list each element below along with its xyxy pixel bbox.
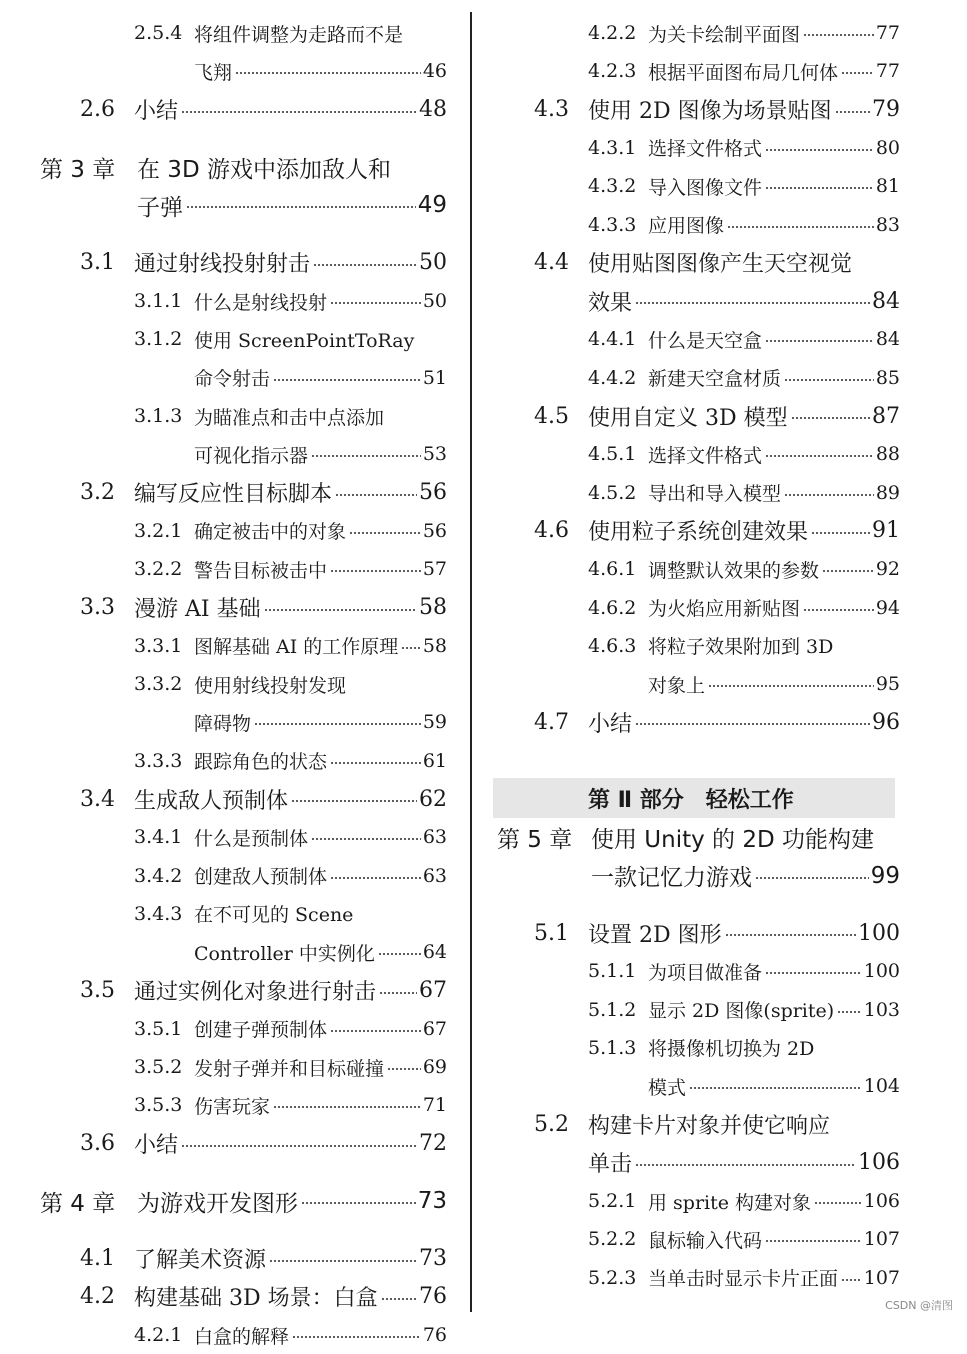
- dot-leader: [387, 1068, 421, 1070]
- entry-title: 鼠标输入代码: [648, 1229, 763, 1252]
- entry-number: 3.3: [80, 595, 115, 620]
- toc-entry: [0, 512, 459, 550]
- column-divider: [470, 12, 472, 1312]
- entry-title: 编写反应性目标脚本: [134, 482, 333, 508]
- dot-leader: [765, 187, 874, 189]
- toc-entry: [480, 512, 912, 550]
- page-number: 107: [863, 1228, 900, 1251]
- entry-title: 为游戏开发图形: [137, 1190, 298, 1217]
- page-number: 100: [863, 960, 900, 983]
- entry-title: 什么是预制体: [194, 827, 309, 850]
- dot-leader: [311, 455, 421, 457]
- dot-leader: [635, 1164, 856, 1166]
- toc-entry: [480, 627, 912, 704]
- entry-title: 将摄像机切换为 2D: [648, 1038, 815, 1061]
- page-number: 67: [422, 1017, 447, 1040]
- dot-leader: [635, 723, 870, 725]
- toc-entry: [480, 359, 912, 397]
- entry-number: 3.3.1: [134, 634, 183, 657]
- entry-title: 将组件调整为走路而不是: [194, 23, 404, 46]
- toc-entry: [0, 1125, 459, 1163]
- toc-entry: [0, 1048, 459, 1086]
- toc-entry: [480, 818, 912, 895]
- toc-entry: [480, 91, 912, 129]
- dot-leader: [330, 877, 421, 879]
- toc-entry: [480, 167, 912, 205]
- page-number: 84: [872, 288, 900, 314]
- page-number: 73: [419, 1246, 447, 1272]
- entry-number: 5.1.2: [588, 998, 637, 1021]
- entry-title: 根据平面图布局几何体: [648, 61, 839, 84]
- entry-title: 生成敌人预制体: [134, 788, 289, 814]
- toc-entry: [0, 244, 459, 282]
- page-number: 100: [858, 920, 900, 946]
- dot-leader: [335, 494, 417, 496]
- dot-leader: [254, 723, 421, 725]
- entry-number: 5.2: [534, 1112, 569, 1138]
- toc-entry: [480, 397, 912, 435]
- toc-entry: [0, 91, 459, 129]
- toc-entry: [0, 1240, 459, 1278]
- entry-title: 选择文件格式: [648, 444, 763, 467]
- entry-title: 将粒子效果附加到 3D: [648, 636, 834, 659]
- entry-number: 3.5.2: [134, 1056, 183, 1079]
- toc-entry: [480, 1259, 912, 1297]
- entry-title-continued: 飞翔: [194, 61, 233, 84]
- toc-entry: [0, 1278, 459, 1316]
- entry-title-continued: 可视化指示器: [194, 444, 309, 467]
- page-number: 73: [417, 1188, 447, 1215]
- page-number: 103: [863, 998, 900, 1021]
- dot-leader: [765, 455, 874, 457]
- entry-title: 导出和导入模型: [648, 483, 782, 506]
- entry-number: 4.3.3: [588, 213, 637, 236]
- entry-title: 为瞄准点和击中点添加: [194, 406, 385, 429]
- dot-leader: [708, 685, 874, 687]
- entry-title: 白盒的解释: [194, 1325, 290, 1348]
- dot-leader: [349, 532, 421, 534]
- entry-number: 3.1: [80, 250, 115, 276]
- toc-entry: [0, 627, 459, 665]
- page-number: 49: [417, 192, 447, 219]
- dot-leader: [765, 340, 874, 342]
- entry-number: 4.5.1: [588, 443, 637, 466]
- page-number: 64: [422, 941, 447, 964]
- entry-number: 3.2.2: [134, 558, 183, 581]
- dot-leader: [727, 226, 874, 228]
- page-number: 87: [872, 403, 900, 429]
- toc-entry: [480, 952, 912, 990]
- page-number: 53: [422, 443, 447, 466]
- dot-leader: [791, 417, 870, 419]
- toc-entry: [0, 665, 459, 742]
- page-number: 95: [875, 673, 900, 696]
- entry-title: 构建卡片对象并使它响应: [588, 1114, 831, 1140]
- toc-entry: [0, 397, 459, 474]
- entry-title: 警告目标被击中: [194, 559, 328, 582]
- entry-number: 4.6.1: [588, 558, 637, 581]
- dot-leader: [381, 1298, 417, 1300]
- entry-title: 通过射线投射射击: [134, 252, 311, 278]
- entry-number: 3.4: [80, 786, 115, 812]
- entry-title: 设置 2D 图形: [588, 922, 722, 948]
- entry-number: 3.2.1: [134, 519, 183, 542]
- page-number: 48: [419, 97, 447, 123]
- dot-leader: [822, 570, 874, 572]
- page-number: 79: [872, 97, 900, 123]
- page-number: 89: [875, 481, 900, 504]
- page-number: 57: [422, 558, 447, 581]
- page-number: 96: [872, 709, 900, 735]
- page-number: 67: [419, 978, 447, 1003]
- page-number: 77: [875, 22, 900, 44]
- page-number: 76: [422, 1324, 447, 1347]
- page-number: 85: [875, 366, 900, 389]
- dot-leader: [814, 1202, 862, 1204]
- dot-leader: [835, 111, 870, 113]
- page-number: 94: [875, 596, 900, 619]
- entry-title: 在 3D 游戏中添加敌人和: [137, 156, 391, 183]
- entry-title: 确定被击中的对象: [194, 521, 347, 544]
- page-number: 81: [875, 175, 900, 198]
- entry-number: 5.1: [534, 920, 569, 946]
- entry-title: 显示 2D 图像(sprite): [648, 1000, 835, 1023]
- entry-title: 通过实例化对象进行射击: [134, 980, 377, 1005]
- entry-number: 4.2.2: [588, 22, 637, 44]
- page-number: 107: [863, 1266, 900, 1289]
- entry-title: 伤害玩家: [194, 1095, 271, 1118]
- page-number: 46: [422, 60, 447, 83]
- entry-title: 新建天空盒材质: [648, 368, 782, 391]
- page-number: 92: [875, 558, 900, 581]
- dot-leader: [635, 302, 870, 304]
- entry-title: 使用贴图图像产生天空视觉: [588, 252, 853, 278]
- page-number: 51: [422, 366, 447, 389]
- entry-title: 什么是射线投射: [194, 291, 328, 314]
- dot-leader: [186, 206, 416, 208]
- dot-leader: [725, 934, 856, 936]
- toc-entry: [480, 206, 912, 244]
- page-number: 56: [422, 519, 447, 542]
- toc-entry: [0, 857, 459, 895]
- dot-leader: [841, 1279, 862, 1281]
- entry-number: 4.6.2: [588, 596, 637, 619]
- page-number: 84: [875, 328, 900, 351]
- dot-leader: [765, 972, 862, 974]
- entry-number: 3.3.3: [134, 749, 183, 772]
- toc-entry: [0, 1316, 459, 1354]
- dot-leader: [273, 1106, 421, 1108]
- page-number: 59: [422, 711, 447, 734]
- dot-leader: [330, 302, 421, 304]
- entry-number: 3.1.2: [134, 328, 183, 351]
- entry-number: 2.5.4: [134, 22, 183, 44]
- entry-number: 4.2: [80, 1284, 115, 1310]
- dot-leader: [311, 838, 421, 840]
- entry-number: 3.4.2: [134, 864, 183, 887]
- entry-title: 跟踪角色的状态: [194, 751, 328, 774]
- dot-leader: [330, 1030, 421, 1032]
- toc-entry: [0, 589, 459, 627]
- dot-leader: [755, 877, 869, 879]
- part-heading: [493, 778, 895, 818]
- entry-number: 3.1.3: [134, 405, 183, 427]
- toc-entry: [480, 435, 912, 473]
- dot-leader: [301, 1202, 416, 1204]
- dot-leader: [401, 647, 421, 649]
- page-number: 69: [422, 1056, 447, 1079]
- entry-number: 3.5: [80, 978, 115, 1003]
- toc-entry: [480, 550, 912, 588]
- page-number: 71: [422, 1094, 447, 1117]
- toc-entry: [480, 244, 912, 321]
- entry-title: 使用 ScreenPointToRay: [194, 329, 415, 352]
- entry-number: 4.4: [534, 250, 569, 276]
- entry-title-continued: 对象上: [648, 674, 706, 697]
- entry-number: 第 5 章: [497, 826, 573, 853]
- entry-number: 3.5.1: [134, 1017, 183, 1040]
- entry-number: 4.3.2: [588, 175, 637, 198]
- page-number: 56: [419, 480, 447, 506]
- entry-number: 4.2.1: [134, 1324, 183, 1347]
- page-number: 76: [419, 1284, 447, 1310]
- dot-leader: [811, 532, 870, 534]
- dot-leader: [313, 264, 417, 266]
- toc-entry: [0, 320, 459, 397]
- entry-title: 小结: [134, 99, 179, 125]
- entry-title: 创建敌人预制体: [194, 866, 328, 889]
- entry-title: 在不可见的 Scene: [194, 904, 354, 927]
- part-heading-text: 第 Ⅱ 部分 轻松工作: [588, 787, 794, 813]
- entry-number: 5.2.2: [588, 1228, 637, 1251]
- entry-title-continued: 一款记忆力游戏: [591, 865, 752, 892]
- dot-leader: [273, 379, 421, 381]
- dot-leader: [841, 72, 874, 74]
- page-number: 99: [870, 862, 900, 889]
- entry-number: 4.3.1: [588, 136, 637, 159]
- entry-number: 第 4 章: [40, 1190, 116, 1217]
- entry-number: 4.5.2: [588, 481, 637, 504]
- entry-title: 为关卡绘制平面图: [648, 23, 801, 46]
- toc-entry: [0, 780, 459, 818]
- entry-number: 4.4.1: [588, 328, 637, 351]
- page-number: 106: [858, 1150, 900, 1176]
- entry-title: 创建子弹预制体: [194, 1019, 328, 1042]
- page-number: 72: [419, 1131, 447, 1157]
- toc-entry: [0, 818, 459, 856]
- entry-title: 用 sprite 构建对象: [648, 1191, 812, 1214]
- entry-title: 什么是天空盒: [648, 329, 763, 352]
- entry-number: 4.7: [534, 709, 569, 735]
- page-number: 62: [419, 786, 447, 812]
- entry-number: 5.2.1: [588, 1190, 637, 1213]
- dot-leader: [379, 992, 417, 994]
- entry-title-continued: 单击: [588, 1152, 633, 1178]
- entry-title: 导入图像文件: [648, 176, 763, 199]
- toc-entry: [0, 895, 459, 972]
- entry-title: 使用射线投射发现: [194, 674, 347, 697]
- entry-title: 发射子弹并和目标碰撞: [194, 1057, 385, 1080]
- entry-title: 调整默认效果的参数: [648, 559, 820, 582]
- page-number: 104: [863, 1075, 900, 1098]
- page-number: 63: [422, 826, 447, 849]
- toc-entry: [0, 14, 459, 91]
- entry-title: 小结: [134, 1133, 179, 1159]
- dot-leader: [181, 1145, 417, 1147]
- entry-title-continued: 障碍物: [194, 712, 252, 735]
- entry-title: 漫游 AI 基础: [134, 597, 261, 622]
- entry-title: 选择文件格式: [648, 138, 763, 161]
- toc-entry: [480, 52, 912, 90]
- entry-title: 使用 2D 图像为场景贴图: [588, 99, 832, 125]
- watermark: CSDN @清图: [885, 1299, 953, 1312]
- entry-title: 小结: [588, 711, 633, 737]
- entry-number: 4.6.3: [588, 634, 637, 657]
- page-number: 80: [875, 136, 900, 159]
- entry-number: 3.1.1: [134, 290, 183, 313]
- page-number: 58: [422, 634, 447, 657]
- page-number: 58: [419, 595, 447, 620]
- entry-number: 第 3 章: [40, 156, 116, 183]
- dot-leader: [784, 494, 874, 496]
- dot-leader: [330, 570, 421, 572]
- entry-title-continued: 效果: [588, 290, 633, 316]
- entry-number: 3.3.2: [134, 673, 183, 696]
- entry-number: 4.3: [534, 97, 569, 123]
- entry-title: 当单击时显示卡片正面: [648, 1268, 839, 1291]
- entry-title-continued: 命令射击: [194, 368, 271, 391]
- entry-number: 3.6: [80, 1131, 115, 1157]
- toc-entry: [0, 742, 459, 780]
- toc-entry: [0, 1010, 459, 1048]
- page-number: 88: [875, 443, 900, 466]
- toc-entry: [480, 703, 912, 741]
- entry-number: 4.1: [80, 1246, 115, 1272]
- entry-title: 为项目做准备: [648, 961, 763, 984]
- entry-number: 3.4.3: [134, 902, 183, 925]
- entry-title: 为火焰应用新贴图: [648, 598, 801, 620]
- dot-leader: [837, 1011, 862, 1013]
- dot-leader: [784, 379, 874, 381]
- toc-entry: [0, 282, 459, 320]
- toc-entry: [480, 320, 912, 358]
- page-number: 63: [422, 864, 447, 887]
- entry-title: 使用粒子系统创建效果: [588, 520, 809, 546]
- entry-number: 2.6: [80, 97, 115, 123]
- dot-leader: [235, 72, 421, 74]
- entry-number: 5.1.1: [588, 960, 637, 983]
- entry-title-continued: 模式: [648, 1076, 687, 1099]
- entry-number: 5.2.3: [588, 1266, 637, 1289]
- page-number: 91: [872, 518, 900, 544]
- dot-leader: [803, 609, 874, 611]
- entry-number: 4.6: [534, 518, 569, 544]
- toc-entry: [480, 991, 912, 1029]
- dot-leader: [264, 609, 417, 611]
- toc-entry: [480, 1106, 912, 1183]
- toc-entry: [0, 474, 459, 512]
- dot-leader: [181, 111, 417, 113]
- entry-title: 了解美术资源: [134, 1248, 267, 1274]
- toc-entry: [480, 1220, 912, 1258]
- entry-title-continued: Controller 中实例化: [194, 942, 375, 965]
- entry-title: 应用图像: [648, 215, 725, 237]
- entry-number: 5.1.3: [588, 1036, 637, 1059]
- toc-entry: [0, 1182, 459, 1220]
- entry-number: 3.5.3: [134, 1094, 183, 1117]
- dot-leader: [330, 762, 421, 764]
- toc-entry: [480, 914, 912, 952]
- page-number: 83: [875, 213, 900, 236]
- toc-entry: [480, 474, 912, 512]
- entry-number: 4.5: [534, 403, 569, 429]
- dot-leader: [269, 1260, 417, 1262]
- dot-leader: [292, 1336, 421, 1338]
- toc-entry: [480, 589, 912, 627]
- page-number: 61: [422, 749, 447, 772]
- toc-entry: [0, 550, 459, 588]
- toc-entry: [480, 129, 912, 167]
- dot-leader: [378, 953, 421, 955]
- entry-number: 3.2: [80, 480, 115, 506]
- entry-number: 4.4.2: [588, 366, 637, 389]
- entry-title: 构建基础 3D 场景：白盒: [134, 1286, 378, 1312]
- dot-leader: [803, 34, 874, 36]
- entry-title: 使用自定义 3D 模型: [588, 405, 788, 431]
- dot-leader: [291, 800, 417, 802]
- toc-entry: [0, 972, 459, 1010]
- toc-entry: [480, 1029, 912, 1106]
- dot-leader: [765, 149, 874, 151]
- page-number: 106: [863, 1190, 900, 1213]
- entry-title-continued: 子弹: [137, 194, 183, 221]
- entry-number: 4.2.3: [588, 60, 637, 83]
- toc-entry: [480, 1182, 912, 1220]
- entry-title: 使用 Unity 的 2D 功能构建: [591, 826, 875, 853]
- toc-entry: [0, 1086, 459, 1124]
- entry-number: 3.4.1: [134, 826, 183, 849]
- page-number: 50: [422, 290, 447, 313]
- page-number: 77: [875, 60, 900, 83]
- toc-entry: [0, 148, 459, 225]
- page-number: 50: [419, 250, 447, 276]
- toc-entry: [480, 14, 912, 52]
- dot-leader: [765, 1240, 862, 1242]
- entry-title: 图解基础 AI 的工作原理: [194, 636, 399, 659]
- dot-leader: [689, 1087, 862, 1089]
